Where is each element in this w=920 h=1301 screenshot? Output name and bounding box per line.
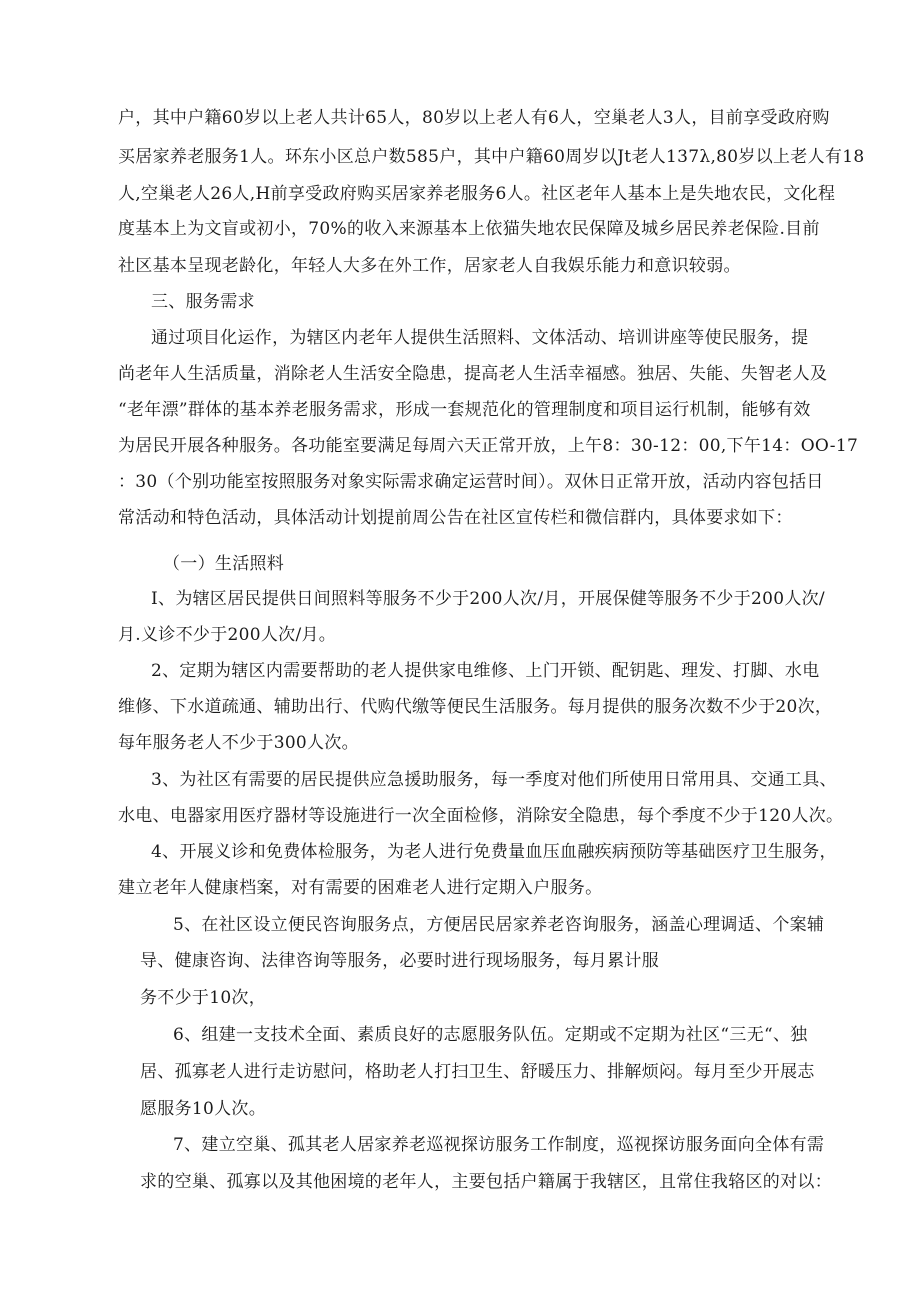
item-6-line-1: 6、组建一支技术全面、素质良好的志愿服务队伍。定期或不定期为社区“三无“、独 <box>173 1025 808 1045</box>
paragraph-line-5: 社区基本呈现老龄化，年轻人大多在外工作，居家老人自我娱乐能力和意识较弱。 <box>118 256 741 276</box>
item-4-line-1: 4、开展义诊和免费体检服务，为老人进行免费量血压血融疾病预防等基础医疗卫生服务， <box>151 842 837 862</box>
paragraph-line-10: 为居民开展各种服务。各功能室要满足每周六天正常开放，上午8：30-12：00,下午14：OO-17 <box>118 436 859 456</box>
item-7-line-1: 7、建立空巢、孤其老人居家养老巡视探访服务工作制度，巡视探访服务面向全体有需 <box>173 1135 825 1155</box>
item-6-line-3: 愿服务10人次。 <box>140 1099 267 1119</box>
paragraph-line-8: 尚老年人生活质量，消除老人生活安全隐患，提高老人生活幸福感。独居、失能、失智老人及 <box>118 364 828 384</box>
paragraph-line-7: 通过项目化运作，为辖区内老年人提供生活照料、文体活动、培训讲座等使民服务，提 <box>151 328 809 348</box>
item-4-line-2: 建立老年人健康档案，对有需要的困难老人进行定期入户服务。 <box>118 878 603 898</box>
paragraph-line-12: 常活动和特色活动，具体活动计划提前周公告在社区宣传栏和微信群内，具体要求如下： <box>118 508 793 528</box>
item-5-line-2: 导、健康咨询、法律咨询等服务，必要时进行现场服务，每月累计服 <box>140 951 659 971</box>
item-7-line-2: 求的空巢、孤寡以及其他困境的老年人，主要包括户籍属于我辖区，且常住我辂区的对以： <box>140 1172 832 1192</box>
item-2-line-3: 每年服务老人不少于300人次。 <box>118 733 359 753</box>
paragraph-line-2: 买居家养老服务1人。环东小区总户数585户，其中户籍60周岁以Jt老人137λ,80岁以上老人有18 <box>118 147 865 167</box>
paragraph-line-3: 人,空巢老人26人,H前享受政府购买居家养老服务6人。社区老年人基本上是失地农民，文化程 <box>118 184 836 204</box>
item-3-line-2: 水电、电器家用医疗器材等设施进行一次全面检修，消除安全隐患，每个季度不少于120人次。 <box>118 806 844 826</box>
item-5-line-3: 务不少于10次， <box>140 988 267 1008</box>
section-heading: 三、服务需求 <box>151 292 255 312</box>
item-3-line-1: 3、为社区有需要的居民提供应急援助服务，每一季度对他们所使用日常用具、交通工具、 <box>151 770 837 790</box>
item-5-line-1: 5、在社区设立便民咨询服务点，方便居民居家养老咨询服务，涵盖心理调适、个案辅 <box>173 915 825 935</box>
paragraph-line-11: ：30（个别功能室按照服务对象实际需求确定运营时间）。双休日正常开放，活动内容包括日 <box>118 472 824 492</box>
item-2-line-1: 2、定期为辖区内需要帮助的老人提供家电维修、上门开锁、配钥匙、理发、打脚、水电 <box>151 661 820 681</box>
paragraph-line-4: 度基本上为文盲或初小，70%的收入来源基本上依猫失地农民保障及城乡居民养老保险.目前 <box>118 219 820 239</box>
item-6-line-2: 居、孤寡老人进行走访慰问，格助老人打扫卫生、舒暖压力、排解烦闷。每月至少开展志 <box>140 1062 815 1082</box>
item-2-line-2: 维修、下水道疏通、辅助出行、代购代缴等便民生活服务。每月提供的服务次数不少于20次， <box>118 697 833 717</box>
item-1-line-1: I、为辖区居民提供日间照料等服务不少于200人次/月，开展保健等服务不少于200人次/ <box>151 589 825 609</box>
paragraph-line-9: “老年漂”群体的基本养老服务需求，形成一套规范化的管理制度和项目运行机制，能够有效 <box>118 400 811 420</box>
subsection-heading: （一）生活照料 <box>163 554 285 574</box>
item-1-line-2: 月.义诊不少于200人次/月。 <box>118 625 337 645</box>
paragraph-line-1: 户，其中户籍60岁以上老人共计65人，80岁以上老人有6人，空巢老人3人，目前享受政府购 <box>118 108 830 128</box>
